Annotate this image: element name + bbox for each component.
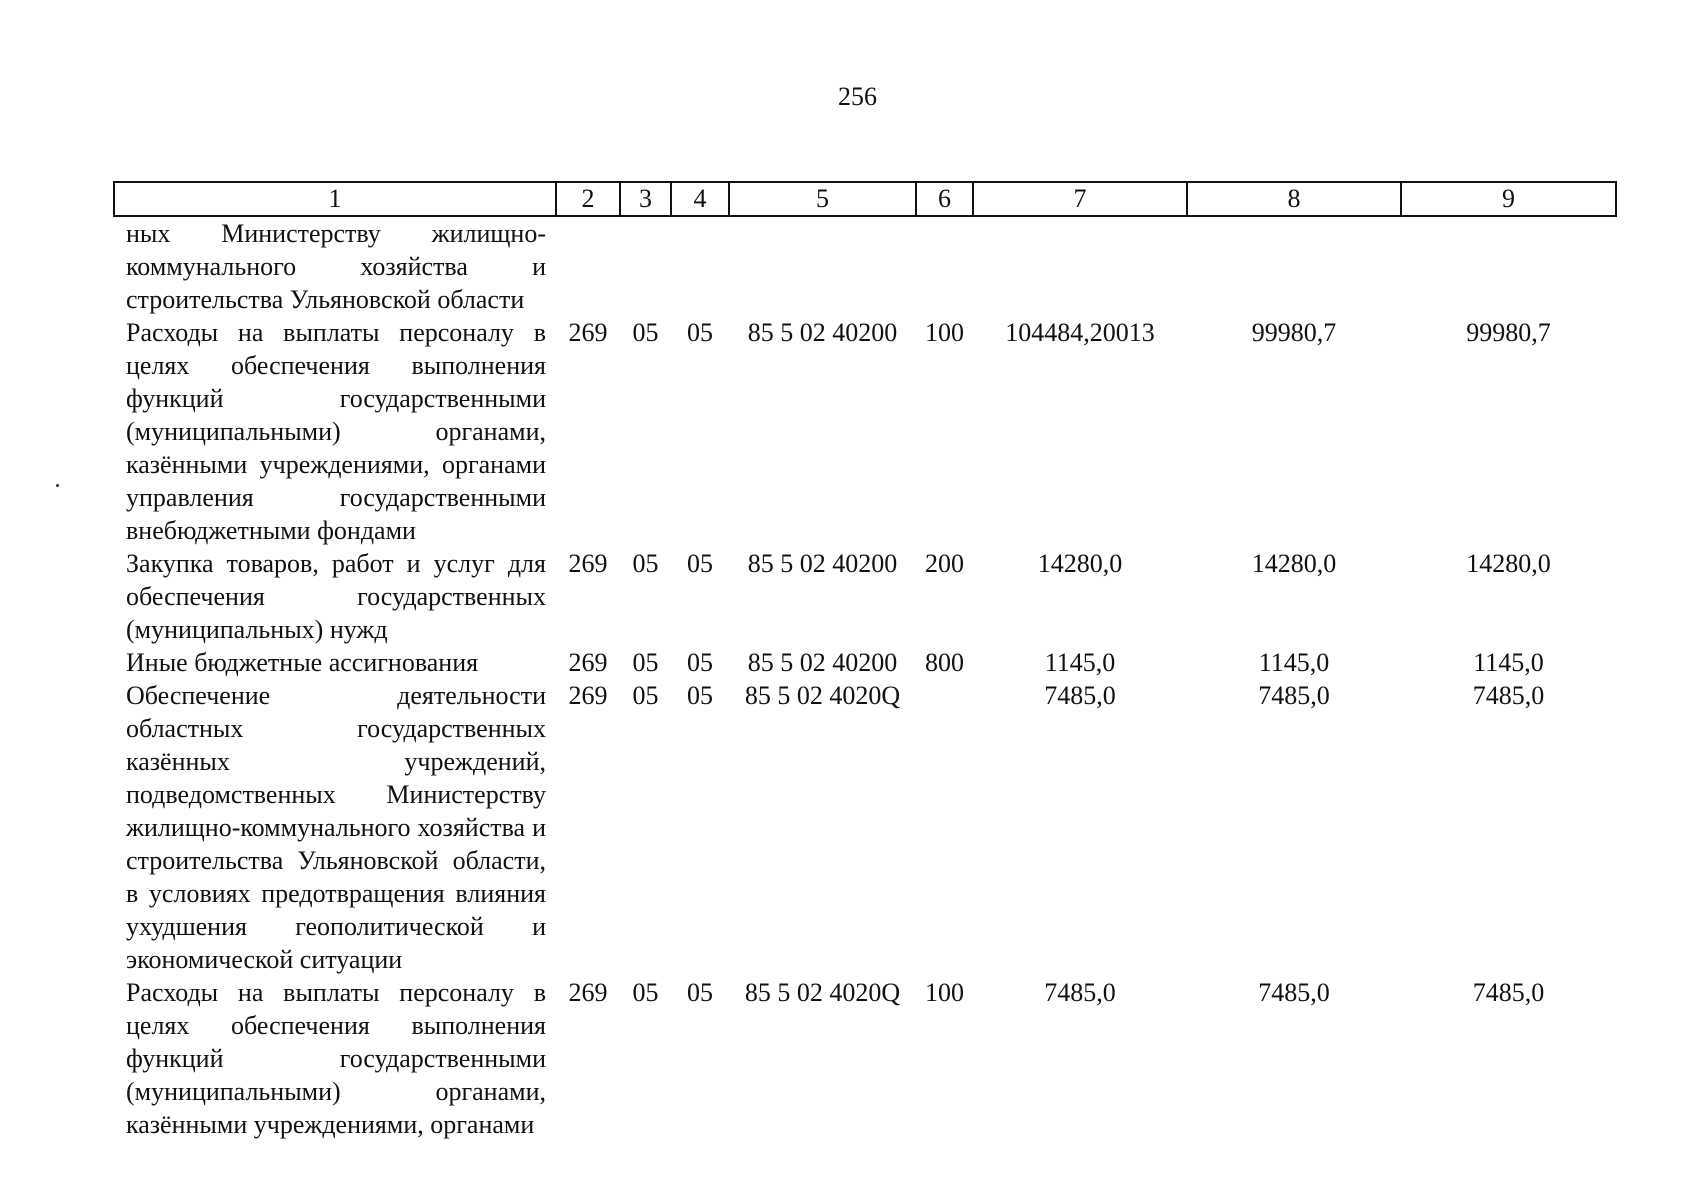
row-section: 05 <box>632 681 659 710</box>
header-row <box>114 182 1616 216</box>
row-amount-3: 1145,0 <box>1473 648 1544 677</box>
row-amount-2: 7485,0 <box>1258 681 1330 710</box>
row-subsection: 05 <box>687 978 713 1007</box>
row-section: 05 <box>632 318 659 347</box>
row-target-article: 85 5 02 40200 <box>747 549 898 578</box>
scan-speck <box>56 484 59 487</box>
table-row <box>114 646 1616 679</box>
row-name: Расходы на выплаты персоналу в целях обеспечения выполнения функций государственными (муниципальными) органами, казёнными учреждениями, органами <box>126 978 546 1139</box>
column-header-4: 4 <box>671 182 729 216</box>
row-ministry-code: 269 <box>568 549 608 578</box>
table-row <box>114 216 1616 316</box>
row-section: 05 <box>632 648 659 677</box>
row-amount-1: 7485,0 <box>1044 978 1116 1007</box>
row-subsection: 05 <box>687 318 713 347</box>
row-amount-3: 7485,0 <box>1472 978 1545 1007</box>
row-section <box>620 216 671 316</box>
column-header-8: 8 <box>1187 182 1401 216</box>
row-target-article: 85 5 02 40200 <box>747 648 898 677</box>
row-name: Обеспечение деятельности областных государственных казённых учреждений, подведомственных Министерству жилищно-коммунального хозяйства и строительства Ульяновской области, в условиях предотвращения влияния ухудшения геополитической и экономической ситуации <box>126 681 546 974</box>
row-name: Иные бюджетные ассигнования <box>126 648 479 677</box>
column-header-9: 9 <box>1401 182 1616 216</box>
row-amount-3: 99980,7 <box>1466 318 1551 347</box>
row-expense-type <box>916 216 973 316</box>
row-amount-1 <box>973 216 1187 316</box>
row-ministry-code: 269 <box>568 648 608 677</box>
row-target-article: 85 5 02 4020Q <box>744 978 901 1007</box>
row-ministry-code <box>556 216 620 316</box>
row-amount-1: 1145,0 <box>1044 648 1116 677</box>
row-name: Закупка товаров, работ и услуг для обеспечения государственных (муниципальных) нужд <box>126 549 546 644</box>
column-header-2: 2 <box>556 182 620 216</box>
row-amount-3 <box>1401 216 1616 316</box>
row-section: 05 <box>632 549 659 578</box>
row-section: 05 <box>632 978 659 1007</box>
row-target-article <box>729 216 916 316</box>
row-name: ных Министерству жилищно-коммунального хозяйства и строительства Ульяновской области <box>126 219 546 314</box>
page-number: 256 <box>838 82 877 111</box>
row-target-article: 85 5 02 40200 <box>747 318 898 347</box>
row-ministry-code: 269 <box>568 318 608 347</box>
column-header-3: 3 <box>620 182 671 216</box>
row-subsection: 05 <box>687 549 713 578</box>
row-expense-type: 200 <box>925 549 964 578</box>
row-subsection: 05 <box>687 648 713 677</box>
table-body <box>114 216 1616 1141</box>
table-row <box>114 679 1616 976</box>
row-ministry-code: 269 <box>568 681 608 710</box>
column-header-1: 1 <box>114 182 556 216</box>
row-amount-1: 14280,0 <box>1037 549 1123 578</box>
row-amount-1: 104484,20013 <box>1005 318 1155 347</box>
row-subsection: 05 <box>687 681 713 710</box>
row-expense-type <box>916 679 973 976</box>
table-header <box>114 182 1616 216</box>
row-amount-3: 14280,0 <box>1466 549 1551 578</box>
row-amount-2: 14280,0 <box>1251 549 1337 578</box>
column-header-5: 5 <box>729 182 916 216</box>
column-header-7: 7 <box>973 182 1187 216</box>
table-row <box>114 547 1616 646</box>
row-amount-2 <box>1187 216 1401 316</box>
row-amount-2: 1145,0 <box>1258 648 1330 677</box>
row-amount-2: 7485,0 <box>1258 978 1330 1007</box>
budget-table <box>113 181 1617 1141</box>
row-amount-1: 7485,0 <box>1044 681 1116 710</box>
row-ministry-code: 269 <box>568 978 608 1007</box>
row-expense-type: 800 <box>925 648 964 677</box>
row-target-article: 85 5 02 4020Q <box>744 681 901 710</box>
row-amount-3: 7485,0 <box>1472 681 1545 710</box>
column-header-6: 6 <box>916 182 973 216</box>
row-subsection <box>671 216 729 316</box>
row-expense-type: 100 <box>925 978 964 1007</box>
row-expense-type: 100 <box>925 318 964 347</box>
table-row <box>114 316 1616 547</box>
row-amount-2: 99980,7 <box>1251 318 1337 347</box>
row-name: Расходы на выплаты персоналу в целях обеспечения выполнения функций государственными (муниципальными) органами, казёнными учреждениями, органами управления государственными внебюджетными фондами <box>126 318 546 545</box>
table-row <box>114 976 1616 1141</box>
